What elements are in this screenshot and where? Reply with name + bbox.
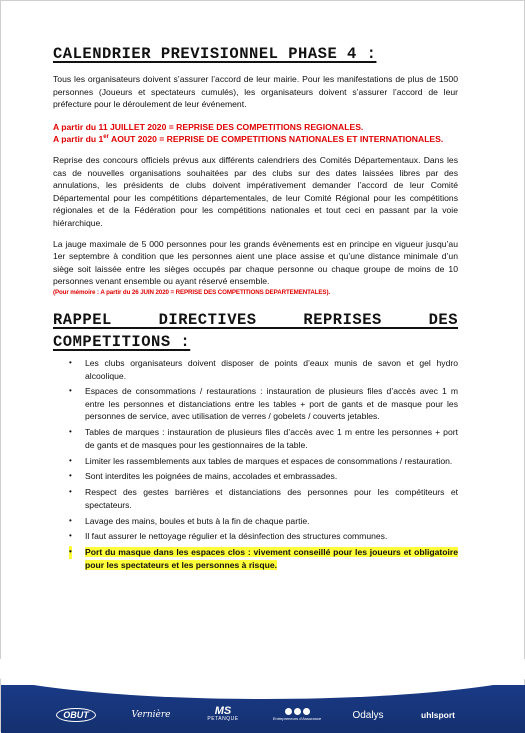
list-item xyxy=(53,357,458,382)
bullet-icon: • xyxy=(69,515,72,525)
ms-petanque-logo xyxy=(203,703,243,727)
intro-paragraph: Tous les organisateurs doivent s’assurer l’accord de leur mairie. Pour les manifestations de plus de 1500 personnes (Joueurs et spectateurs cumulés), les organisateurs doivent s’assurer l’accord de leur préfecture pour le déroulement de leur événement. xyxy=(53,74,458,110)
list-item xyxy=(53,385,458,423)
bullet-icon: • xyxy=(69,531,72,541)
list-item-text: Les clubs organisateurs doivent disposer de points d’eaux munis de savon et gel hydro alcoolique. xyxy=(85,357,458,381)
list-item-text: Limiter les rassemblements aux tables de marques et espaces de consommations / restauration. xyxy=(85,455,453,466)
mma-logo xyxy=(272,703,322,727)
national-date-superscript: er xyxy=(103,134,109,141)
bullet-icon: • xyxy=(69,487,72,497)
bullet-icon: • xyxy=(69,386,72,396)
sponsor-logos xyxy=(1,703,525,727)
list-item-text: Lavage des mains, boules et buts à la fin de chaque partie. xyxy=(85,515,310,526)
list-item-highlighted xyxy=(53,546,458,571)
capacity-paragraph: La jauge maximale de 5 000 personnes pour les grands évènements est en principe en vigueur jusqu’au 1er septembre à condition que les personnes aient une place assise et qu’une distance minimale d’un siège soit laissée entre les sièges occupés par chaque personne ou chaque groupe de moins de 10 personnes venant ensemble ou ayant réservé ensemble. xyxy=(53,238,458,287)
list-item xyxy=(53,530,458,543)
list-item-text: Tables de marques : instauration de plusieurs files d’accès avec 1 m entre les personnes + port de gants et de masques pour les gestionnaires de la table. xyxy=(85,427,458,450)
bullet-icon: • xyxy=(69,455,72,465)
bullet-icon: • xyxy=(69,357,72,367)
national-resumption-date xyxy=(53,133,458,146)
mma-logo-subtext: Entrepreneurs d'Assurance xyxy=(272,716,322,721)
bullet-icon: • xyxy=(69,427,72,437)
regional-resumption-date: A partir du 11 JUILLET 2020 = REPRISE DES COMPETITIONS REGIONALES. xyxy=(53,121,364,132)
directives-list xyxy=(53,357,458,571)
section-title-calendrier: CALENDRIER PREVISIONNEL PHASE 4 : xyxy=(53,45,377,63)
list-item xyxy=(53,426,458,451)
page-content xyxy=(53,45,458,575)
verniere-logo: Vernière xyxy=(131,710,171,720)
ms-logo-subtext: PETANQUE xyxy=(207,716,239,722)
mma-dots-icon xyxy=(285,708,310,715)
list-item-text: Respect des gestes barrières et distanciations des personnes pour les compétiteurs et spectateurs. xyxy=(85,487,458,510)
section-title-rappel: RAPPEL DIRECTIVES REPRISES DES xyxy=(53,310,458,329)
bullet-icon: • xyxy=(69,546,72,559)
list-item xyxy=(53,515,458,528)
list-item-text: Espaces de consommations / restaurations : instauration de plusieurs files d’accès avec 1 m entre les personnes et distanciations entre les tables + port de gants et de masque pour les personnes de service, avec utilisation de verres / gobelets / couverts jetables. xyxy=(85,386,458,422)
list-item-text: Il faut assurer le nettoyage régulier et la désinfection des structures communes. xyxy=(85,531,388,542)
obut-logo-text: OBUT xyxy=(56,708,96,722)
uhlsport-logo: uhlsport xyxy=(421,710,455,720)
section-title-rappel-line2: COMPETITIONS : xyxy=(53,332,191,351)
sponsor-footer xyxy=(1,685,525,733)
national-date-prefix: A partir du 1 xyxy=(53,134,104,145)
memo-note: (Pour mémoire : A partir du 26 JUIN 2020 = REPRISE DES COMPETITIONS DEPARTEMENTALES). xyxy=(53,288,331,296)
list-item-text: Sont interdites les poignées de mains, accolades et embrassades. xyxy=(85,471,338,482)
list-item xyxy=(53,455,458,468)
obut-logo xyxy=(53,703,99,727)
mask-directive-text: Port du masque dans les espaces clos : vivement conseillé pour les joueurs et obligatoire pour les spectateurs et les personnes à risque. xyxy=(85,547,458,570)
list-item xyxy=(53,470,458,483)
list-item xyxy=(53,486,458,511)
national-date-suffix: AOUT 2020 = REPRISE DE COMPETITIONS NATIONALES ET INTERNATIONALES. xyxy=(108,134,444,145)
official-contests-paragraph: Reprise des concours officiels prévus aux différents calendriers des Comités Départementaux. Dans les cas de nouvelles organisations souhaitées par des clubs sur des dates laissées libres par des annulations, les présidents de clubs doivent impérativement demander l’accord de leur Comité Départemental pour les compétitions départementales, de leur Comité Régional pour les compétitions régionales et de la Fédération pour les compétitions nationales et tout ceci en passant par la voie hiérarchique. xyxy=(53,154,458,228)
bullet-icon: • xyxy=(69,471,72,481)
ms-logo-text: MS xyxy=(214,705,232,717)
odalys-logo: Odalys xyxy=(352,709,384,721)
